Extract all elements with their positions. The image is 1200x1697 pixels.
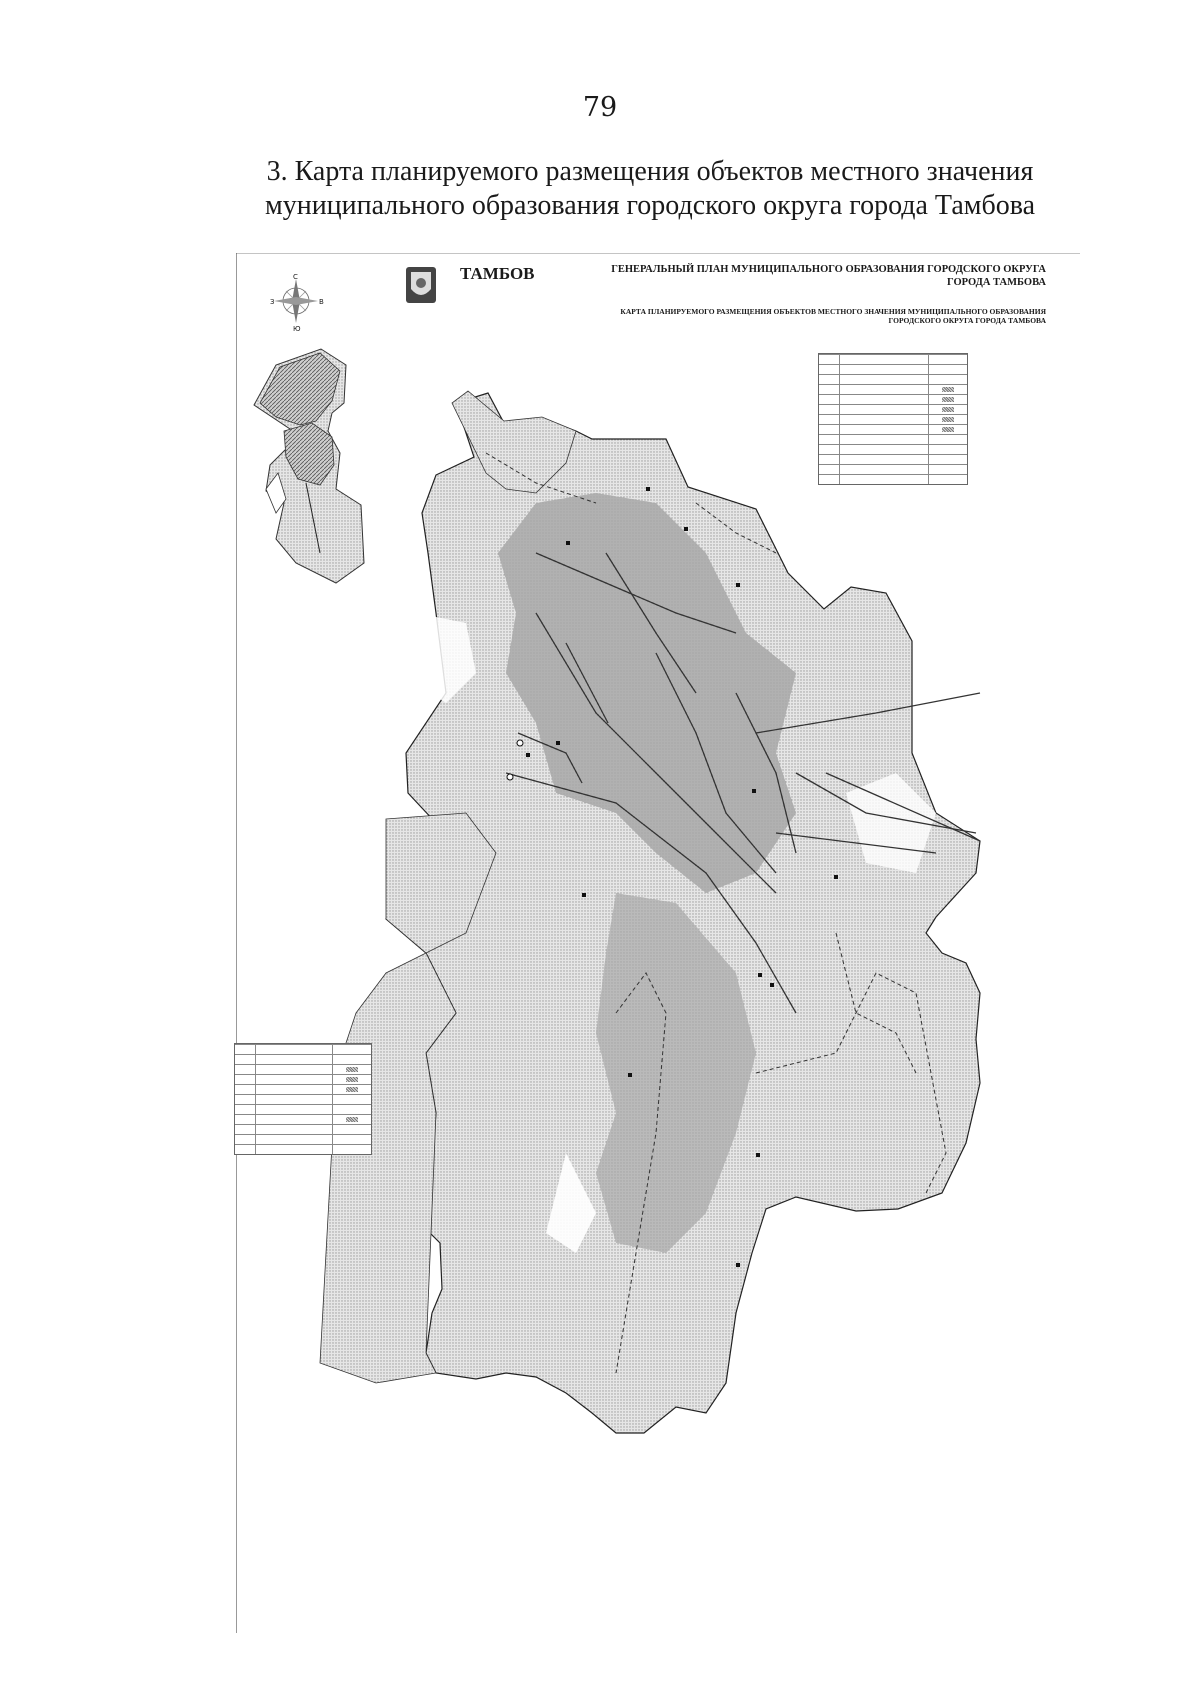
inset-map (254, 349, 364, 583)
legend-top-right (818, 353, 968, 485)
coat-of-arms-icon (406, 267, 436, 303)
map-title: ГЕНЕРАЛЬНЫЙ ПЛАН МУНИЦИПАЛЬНОГО ОБРАЗОВАНИЯ ГОРОДСКОГО ОКРУГА ГОРОДА ТАМБОВА (611, 264, 1046, 288)
compass-rose (274, 279, 318, 323)
page-heading (200, 155, 1100, 223)
legend-bottom-left (234, 1043, 372, 1155)
compass-west-label: З (270, 298, 275, 306)
compass-east-label: В (319, 298, 324, 306)
heading-line-1: 3. Карта планируемого размещения объектов местного значения (266, 156, 1034, 187)
map-subtitle: КАРТА ПЛАНИРУЕМОГО РАЗМЕЩЕНИЯ ОБЪЕКТОВ МЕСТНОГО ЗНАЧЕНИЯ МУНИЦИПАЛЬНОГО ОБРАЗОВАНИЯ ГОРОДСКОГО ОКРУГА ГОРОДА ТАМБОВА (620, 307, 1046, 325)
page-number: 79 (582, 92, 618, 123)
compass-north-label: С (293, 273, 298, 281)
city-name: ТАМБОВ (460, 264, 535, 283)
heading-line-2: муниципального образования городского округа города Тамбова (264, 190, 1036, 221)
map-figure (236, 253, 1080, 1633)
compass-south-label: Ю (293, 325, 301, 333)
